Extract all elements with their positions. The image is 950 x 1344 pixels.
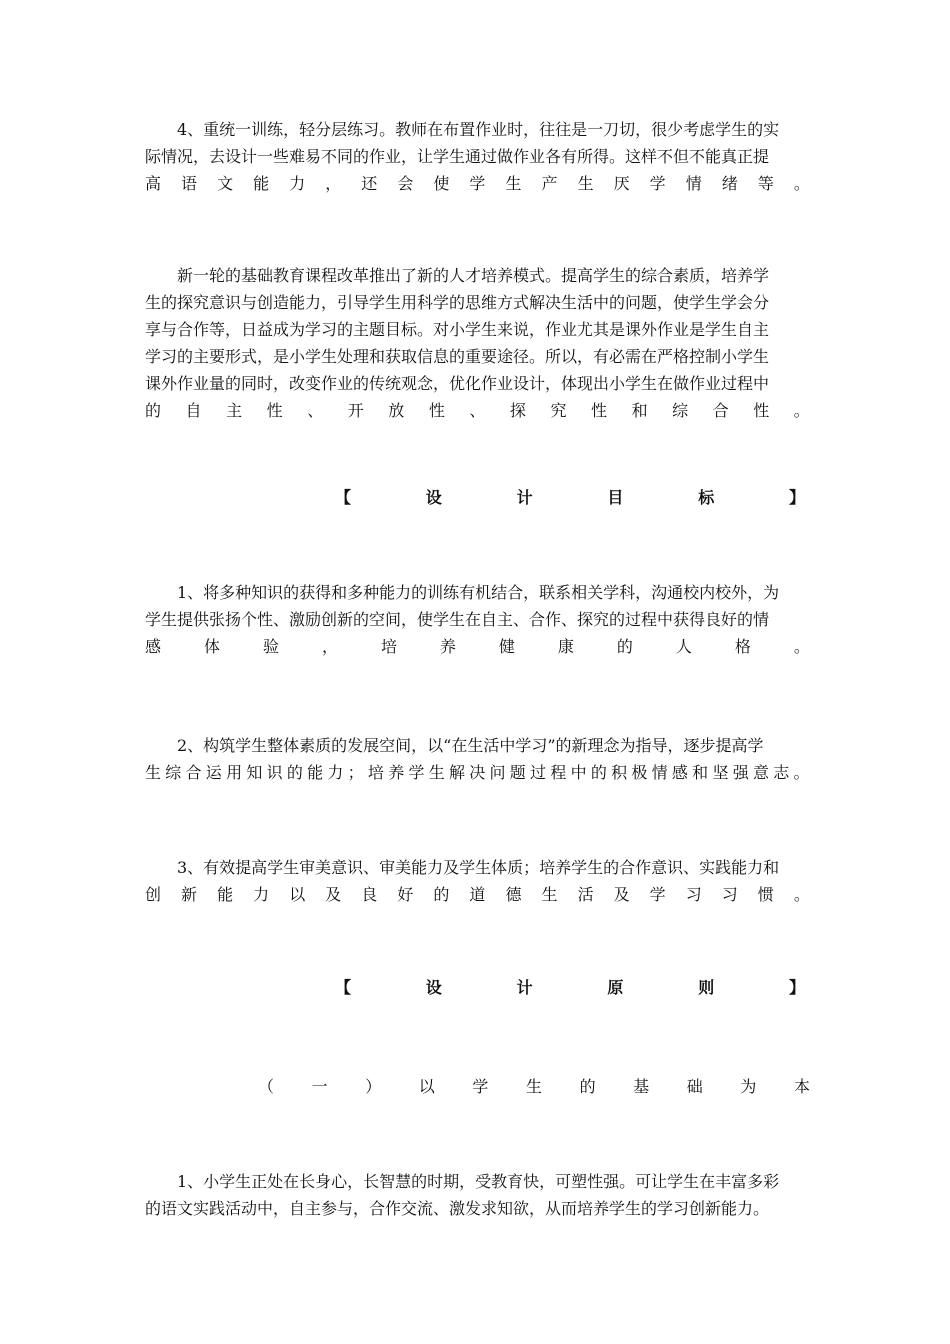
spaced-char: 生	[525, 1077, 542, 1096]
spaced-char: 以	[418, 1077, 435, 1096]
spaced-char: 以	[289, 885, 306, 904]
text-line: 3、有效提高学生审美意识、审美能力及学生体质；培养学生的合作意识、实践能力和	[177, 858, 780, 877]
spaced-char: 一	[311, 1077, 328, 1096]
spaced-char: 使	[433, 174, 450, 193]
spaced-char: 康	[557, 637, 574, 656]
spaced-char: 运	[205, 763, 222, 782]
spaced-char: 感	[671, 763, 688, 782]
spaced-char: 的	[433, 885, 450, 904]
paragraph-intro	[145, 262, 810, 424]
spaced-char: 的	[590, 763, 607, 782]
spaced-char: 学	[408, 763, 425, 782]
justified-line	[145, 759, 810, 786]
spaced-char: 新	[181, 885, 198, 904]
spaced-char: 程	[550, 763, 567, 782]
spaced-char: ；	[347, 763, 364, 782]
spaced-char: 验	[262, 637, 279, 656]
spaced-char: 良	[361, 885, 378, 904]
paragraph-point-4	[145, 116, 810, 197]
spaced-char: 开	[347, 401, 364, 420]
spaced-char: 习	[685, 885, 702, 904]
spaced-char: 力	[289, 174, 306, 193]
text-line: 4、重统一训练，轻分层练习。教师在布置作业时，往往是一刀切，很少考虑学生的实	[177, 120, 780, 139]
spaced-char: 还	[361, 174, 378, 193]
spaced-char: 强	[732, 763, 749, 782]
spaced-char: 及	[613, 885, 630, 904]
spaced-char: 力	[327, 763, 344, 782]
spaced-char: 和	[631, 401, 648, 420]
spaced-char: 目	[607, 488, 624, 507]
spaced-char: 创	[145, 885, 162, 904]
spaced-char: 过	[530, 763, 547, 782]
paragraph-goal-2	[145, 732, 810, 786]
spaced-char: 培	[380, 637, 397, 656]
spaced-char: 感	[145, 637, 162, 656]
spaced-char: 意	[752, 763, 769, 782]
text-line: 课外作业量的同时，改变作业的传统观念，优化作业设计，体现出小学生在做作业过程中	[145, 374, 770, 393]
text-line: 2、构筑学生整体素质的发展空间，以“在生活中学习”的新理念为指导，逐步提高学	[177, 736, 764, 755]
spaced-char: 惯	[757, 885, 774, 904]
spaced-char: （	[258, 1077, 275, 1096]
spaced-char: 性	[753, 401, 770, 420]
spaced-char: 文	[217, 174, 234, 193]
spaced-char: 的	[286, 763, 303, 782]
spaced-char: 德	[505, 885, 522, 904]
spaced-char: 标	[698, 488, 715, 507]
spaced-char: 学	[649, 174, 666, 193]
spaced-char: 能	[217, 885, 234, 904]
spaced-char: ，	[325, 174, 342, 193]
spaced-char: 。	[793, 401, 810, 420]
spaced-char: 合	[712, 401, 729, 420]
spaced-char: 本	[793, 1077, 810, 1096]
spaced-char: 【	[335, 488, 352, 507]
subheading-one	[258, 1073, 810, 1100]
spaced-char: 力	[253, 885, 270, 904]
spaced-char: 。	[793, 174, 810, 193]
spaced-char: 基	[633, 1077, 650, 1096]
justified-line	[145, 170, 810, 197]
section-heading-principles	[335, 974, 805, 1001]
spaced-char: 计	[516, 488, 533, 507]
text-line: 新一轮的基础教育课程改革推出了新的人才培养模式。提高学生的综合素质，培养学	[177, 266, 770, 285]
spaced-char: 等	[757, 174, 774, 193]
paragraph-principle-1	[145, 1168, 810, 1222]
spaced-char: 解	[448, 763, 465, 782]
spaced-char: 健	[498, 637, 515, 656]
spaced-char: 活	[577, 885, 594, 904]
spaced-char: 志	[773, 763, 790, 782]
spaced-char: 极	[631, 763, 648, 782]
spaced-char: 决	[469, 763, 486, 782]
spaced-char: 道	[469, 885, 486, 904]
spaced-char: 综	[672, 401, 689, 420]
spaced-char: 的	[616, 637, 633, 656]
spaced-char: 语	[181, 174, 198, 193]
spaced-char: 习	[721, 885, 738, 904]
spaced-char: 】	[788, 488, 805, 507]
spaced-char: 能	[253, 174, 270, 193]
spaced-char: 积	[611, 763, 628, 782]
paragraph-goal-3	[145, 854, 810, 908]
spaced-char: 绪	[721, 174, 738, 193]
spaced-char: 及	[325, 885, 342, 904]
spaced-char: 题	[509, 763, 526, 782]
spaced-char: ，	[321, 637, 338, 656]
spaced-char: 设	[425, 978, 442, 997]
text-line: 生的探究意识与创造能力，引导学生用科学的思维方式解决生活中的问题，使学生学会分	[145, 293, 770, 312]
text-line: 享与合作等，日益成为学习的主题目标。对小学生来说，作业尤其是课外作业是学生自主	[145, 320, 770, 339]
spaced-char: 原	[607, 978, 624, 997]
spaced-char: 自	[185, 401, 202, 420]
spaced-char: 人	[675, 637, 692, 656]
spaced-char: 。	[793, 637, 810, 656]
spaced-char: 养	[388, 763, 405, 782]
text-line: 际情况，去设计一些难易不同的作业，让学生通过做作业各有所得。这样不但不能真正提	[145, 147, 770, 166]
spaced-char: 】	[788, 978, 805, 997]
text-line: 的语文实践活动中，自主参与，合作交流、激发求知欲，从而培养学生的学习创新能力。	[145, 1199, 770, 1218]
spaced-char: ）	[365, 1077, 382, 1096]
spaced-char: 、	[469, 401, 486, 420]
spaced-char: 的	[579, 1077, 596, 1096]
justified-line	[145, 881, 810, 908]
spaced-char: 综	[165, 763, 182, 782]
spaced-char: 学	[469, 174, 486, 193]
spaced-char: 合	[185, 763, 202, 782]
spaced-char: 【	[335, 978, 352, 997]
spaced-char: 识	[266, 763, 283, 782]
spaced-char: 、	[307, 401, 324, 420]
justified-line	[145, 633, 810, 660]
spaced-char: 能	[307, 763, 324, 782]
section-heading-goals	[335, 484, 805, 511]
spaced-char: 则	[698, 978, 715, 997]
spaced-char: 主	[226, 401, 243, 420]
spaced-char: 性	[266, 401, 283, 420]
spaced-char: 生	[541, 885, 558, 904]
spaced-char: 情	[685, 174, 702, 193]
spaced-char: 究	[550, 401, 567, 420]
spaced-char: 体	[203, 637, 220, 656]
spaced-char: 生	[505, 174, 522, 193]
spaced-char: 性	[428, 401, 445, 420]
spaced-char: 为	[740, 1077, 757, 1096]
spaced-char: 高	[145, 174, 162, 193]
spaced-char: 。	[793, 763, 810, 782]
spaced-char: 产	[541, 174, 558, 193]
spaced-char: 生	[145, 763, 162, 782]
spaced-char: 放	[388, 401, 405, 420]
spaced-char: 情	[651, 763, 668, 782]
spaced-char: 厌	[613, 174, 630, 193]
spaced-char: 和	[692, 763, 709, 782]
paragraph-goal-1	[145, 579, 810, 660]
text-line: 1、小学生正处在长身心，长智慧的时期，受教育快，可塑性强。可让学生在丰富多彩	[177, 1172, 780, 1191]
spaced-char: 生	[577, 174, 594, 193]
spaced-char: 的	[145, 401, 162, 420]
spaced-char: 用	[226, 763, 243, 782]
text-line: 1、将多种知识的获得和多种能力的训练有机结合，联系相关学科，沟通校内校外，为	[177, 583, 780, 602]
spaced-char: 学	[649, 885, 666, 904]
spaced-char: 探	[509, 401, 526, 420]
spaced-char: 问	[489, 763, 506, 782]
text-line: 学习的主要形式，是小学生处理和获取信息的重要途径。所以，有必需在严格控制小学生	[145, 347, 770, 366]
spaced-char: 会	[397, 174, 414, 193]
text-line: 学生提供张扬个性、激励创新的空间，使学生在自主、合作、探究的过程中获得良好的情	[145, 610, 770, 629]
spaced-char: 养	[439, 637, 456, 656]
justified-line	[145, 397, 810, 424]
spaced-char: 培	[367, 763, 384, 782]
spaced-char: 础	[686, 1077, 703, 1096]
spaced-char: 生	[428, 763, 445, 782]
spaced-char: 学	[472, 1077, 489, 1096]
spaced-char: 坚	[712, 763, 729, 782]
spaced-char: 中	[570, 763, 587, 782]
spaced-char: 性	[591, 401, 608, 420]
spaced-char: 。	[793, 885, 810, 904]
spaced-char: 计	[516, 978, 533, 997]
spaced-char: 设	[425, 488, 442, 507]
spaced-char: 知	[246, 763, 263, 782]
spaced-char: 好	[397, 885, 414, 904]
spaced-char: 格	[734, 637, 751, 656]
